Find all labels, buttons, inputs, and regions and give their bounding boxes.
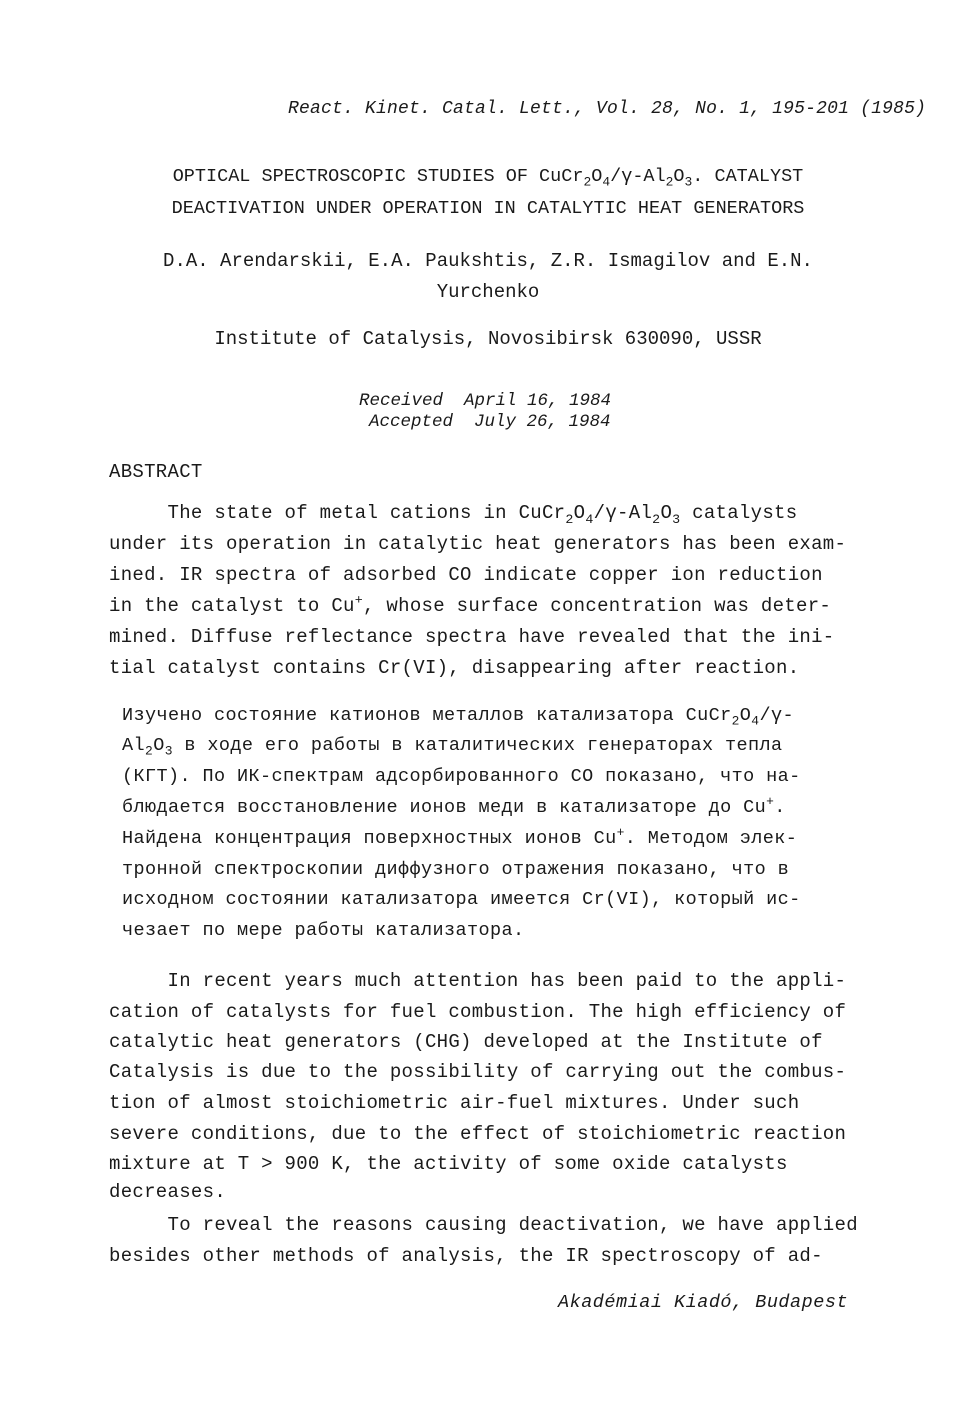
- text: Изучено состояние катионов металлов катализатора CuCr: [122, 705, 732, 726]
- body-line: catalytic heat generators (CHG) developed at the Institute of: [109, 1031, 823, 1053]
- text: Al: [122, 735, 146, 756]
- body-line: decreases.: [109, 1181, 227, 1203]
- abstract-heading: ABSTRACT: [109, 461, 203, 483]
- text: Найдена концентрация поверхностных ионов Cu: [122, 828, 617, 849]
- subscript: 2: [145, 743, 154, 759]
- body-line: severe conditions, due to the effect of stoichiometric reaction: [109, 1123, 847, 1145]
- text: /γ-Al: [593, 502, 653, 524]
- body-line: mixture at T > 900 K, the activity of some oxide catalysts: [109, 1153, 788, 1175]
- superscript: +: [616, 824, 625, 840]
- body-line: Catalysis is due to the possibility of carrying out the combus-: [109, 1061, 847, 1083]
- subscript: 4: [585, 511, 594, 527]
- subscript: 2: [652, 511, 661, 527]
- russian-abstract-line: [122, 705, 794, 729]
- superscript: +: [354, 592, 364, 608]
- text: в ходе его работы в каталитических генераторах тепла: [172, 735, 783, 756]
- body-line: besides other methods of analysis, the IR spectroscopy of ad-: [109, 1245, 823, 1267]
- text: O: [660, 502, 673, 524]
- russian-abstract-line: [122, 735, 783, 759]
- subscript: 3: [684, 174, 693, 190]
- russian-abstract-line: тронной спектроскопии диффузного отражения показано, что в: [122, 859, 790, 880]
- body-line: To reveal the reasons causing deactivation, we have applied: [109, 1214, 858, 1236]
- title-text: . CATALYST: [692, 166, 804, 187]
- affiliation: Institute of Catalysis, Novosibirsk 630090, USSR: [214, 328, 762, 350]
- abstract-line: tial catalyst contains Cr(VI), disappearing after reaction.: [109, 657, 800, 679]
- authors-line-2: Yurchenko: [436, 281, 540, 303]
- paper-title-line-2: DEACTIVATION UNDER OPERATION IN CATALYTIC HEAT GENERATORS: [171, 198, 805, 219]
- abstract-line: ined. IR spectra of adsorbed CO indicate copper ion reduction: [109, 564, 823, 586]
- subscript: 4: [751, 713, 760, 729]
- text: O: [739, 705, 752, 726]
- body-line: cation of catalysts for fuel combustion. The high efficiency of: [109, 1001, 847, 1023]
- authors-line-1: D.A. Arendarskii, E.A. Paukshtis, Z.R. Ismagilov and E.N.: [163, 250, 813, 272]
- subscript: 3: [672, 511, 681, 527]
- received-date: Received April 16, 1984: [359, 391, 612, 411]
- text: The state of metal cations in CuCr: [109, 502, 566, 524]
- russian-abstract-line: [122, 824, 798, 849]
- subscript: 2: [583, 174, 592, 190]
- subscript: 4: [602, 174, 611, 190]
- text: in the catalyst to Cu: [109, 595, 355, 617]
- subscript: 2: [665, 174, 674, 190]
- body-line: tion of almost stoichiometric air-fuel mixtures. Under such: [109, 1092, 800, 1114]
- text: блюдается восстановление ионов меди в катализаторе до Cu: [122, 797, 767, 818]
- abstract-line: [109, 592, 832, 617]
- abstract-line: [109, 502, 798, 527]
- text: catalysts: [680, 502, 798, 524]
- text: .: [774, 797, 786, 818]
- text: , whose surface concentration was deter-: [363, 595, 832, 617]
- subscript: 2: [731, 713, 740, 729]
- text: /γ-: [759, 705, 794, 726]
- journal-citation: React. Kinet. Catal. Lett., Vol. 28, No. 1, 195-201 (1985): [288, 99, 927, 119]
- title-text: O: [673, 166, 685, 187]
- text: O: [153, 735, 165, 756]
- russian-abstract-line: [122, 793, 786, 818]
- abstract-line: under its operation in catalytic heat generators has been exam-: [109, 533, 847, 555]
- russian-abstract-line: чезает по мере работы катализатора.: [122, 920, 525, 941]
- accepted-date: Accepted July 26, 1984: [369, 412, 611, 432]
- abstract-line: mined. Diffuse reflectance spectra have revealed that the ini-: [109, 626, 835, 648]
- text: O: [573, 502, 586, 524]
- title-text: OPTICAL SPECTROSCOPIC STUDIES OF CuCr: [172, 166, 584, 187]
- title-text: /γ-Al: [610, 166, 666, 187]
- paper-title-line-1: [0, 166, 976, 190]
- superscript: +: [766, 793, 775, 809]
- russian-abstract-line: (КГТ). По ИК-спектрам адсорбированного СО показано, что на-: [122, 766, 801, 787]
- publisher-footer: Akadémiai Kiadó, Budapest: [558, 1292, 849, 1313]
- subscript: 2: [565, 511, 574, 527]
- russian-abstract-line: исходном состоянии катализатора имеется Cr(VI), который ис-: [122, 889, 801, 910]
- body-line: In recent years much attention has been paid to the appli-: [109, 970, 847, 992]
- text: . Методом элек-: [624, 828, 798, 849]
- title-text: O: [591, 166, 603, 187]
- subscript: 3: [164, 743, 173, 759]
